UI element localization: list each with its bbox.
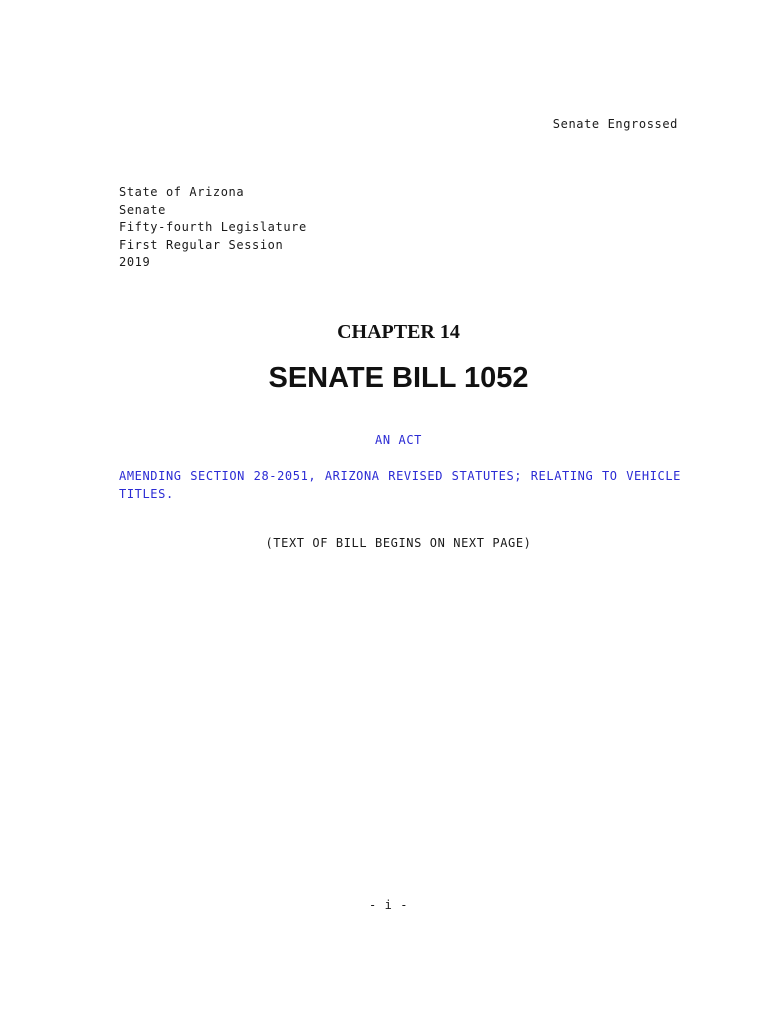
act-description: AMENDING SECTION 28-2051, ARIZONA REVISED STATUTES; RELATING TO VEHICLE TITLES. <box>119 469 681 501</box>
text-begins-notice: (TEXT OF BILL BEGINS ON NEXT PAGE) <box>265 536 532 550</box>
page-number: - i - <box>368 898 409 912</box>
chapter-heading: CHAPTER 14 <box>337 321 460 343</box>
meta-state: State of Arizona <box>119 185 245 199</box>
meta-legislature: Fifty-fourth Legislature <box>119 220 307 234</box>
meta-chamber: Senate <box>119 202 166 217</box>
legislative-session-info <box>119 184 307 272</box>
bill-title: SENATE BILL 1052 <box>268 362 529 394</box>
meta-session: First Regular Session <box>119 237 284 252</box>
act-heading: AN ACT <box>375 433 422 447</box>
engrossed-status: Senate Engrossed <box>552 117 678 131</box>
meta-year: 2019 <box>119 255 151 269</box>
